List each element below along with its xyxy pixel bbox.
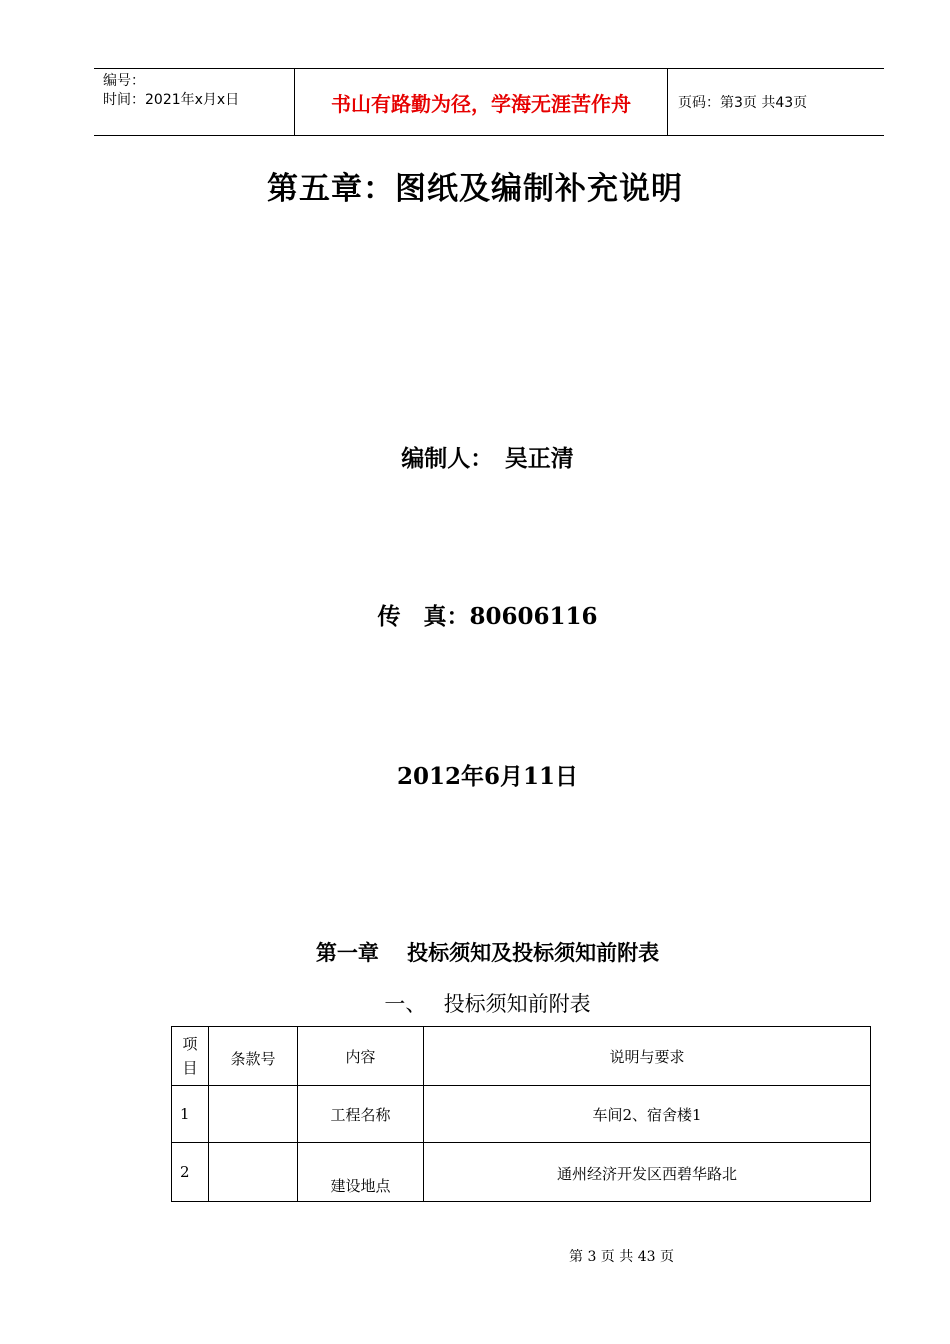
subsection-title: 一、 投标须知前附表 (384, 992, 591, 1016)
row-clause (209, 1143, 298, 1202)
header-time: 时间：2021年x月x日 (103, 92, 240, 108)
page-header (94, 68, 884, 136)
bid-annex-table (171, 1026, 871, 1202)
header-motto: 书山有路勤为径，学海无涯苦作舟 (295, 69, 668, 135)
row-content: 建设地点 (298, 1143, 424, 1202)
row-content: 工程名称 (298, 1086, 424, 1143)
header-meta (94, 69, 295, 135)
header-number: 编号： (103, 73, 145, 89)
row-no: 1 (172, 1086, 209, 1143)
fax-line: 传 真：80606116 (377, 603, 598, 630)
footer-page-number: 第 3 页 共 43 页 (569, 1249, 674, 1265)
header-item: 项目 (172, 1027, 209, 1086)
row-clause (209, 1086, 298, 1143)
header-page-number: 页码：第3页 共43页 (678, 95, 808, 111)
compiler-line: 编制人： 吴正清 (401, 445, 574, 472)
date-line: 2012年6月11日 (396, 763, 579, 790)
section-title: 第一章 投标须知及投标须知前附表 (315, 940, 660, 965)
table-row (172, 1086, 871, 1143)
chapter-title: 第五章：图纸及编制补充说明 (267, 171, 683, 207)
row-no: 2 (172, 1143, 209, 1202)
page-footer (0, 1246, 950, 1266)
header-clause: 条款号 (209, 1027, 298, 1086)
row-desc: 通州经济开发区西碧华路北 (424, 1143, 871, 1202)
row-desc: 车间2、宿舍楼1 (424, 1086, 871, 1143)
header-desc: 说明与要求 (424, 1027, 871, 1086)
table-header-row (172, 1027, 871, 1086)
header-content: 内容 (298, 1027, 424, 1086)
table-row (172, 1143, 871, 1202)
